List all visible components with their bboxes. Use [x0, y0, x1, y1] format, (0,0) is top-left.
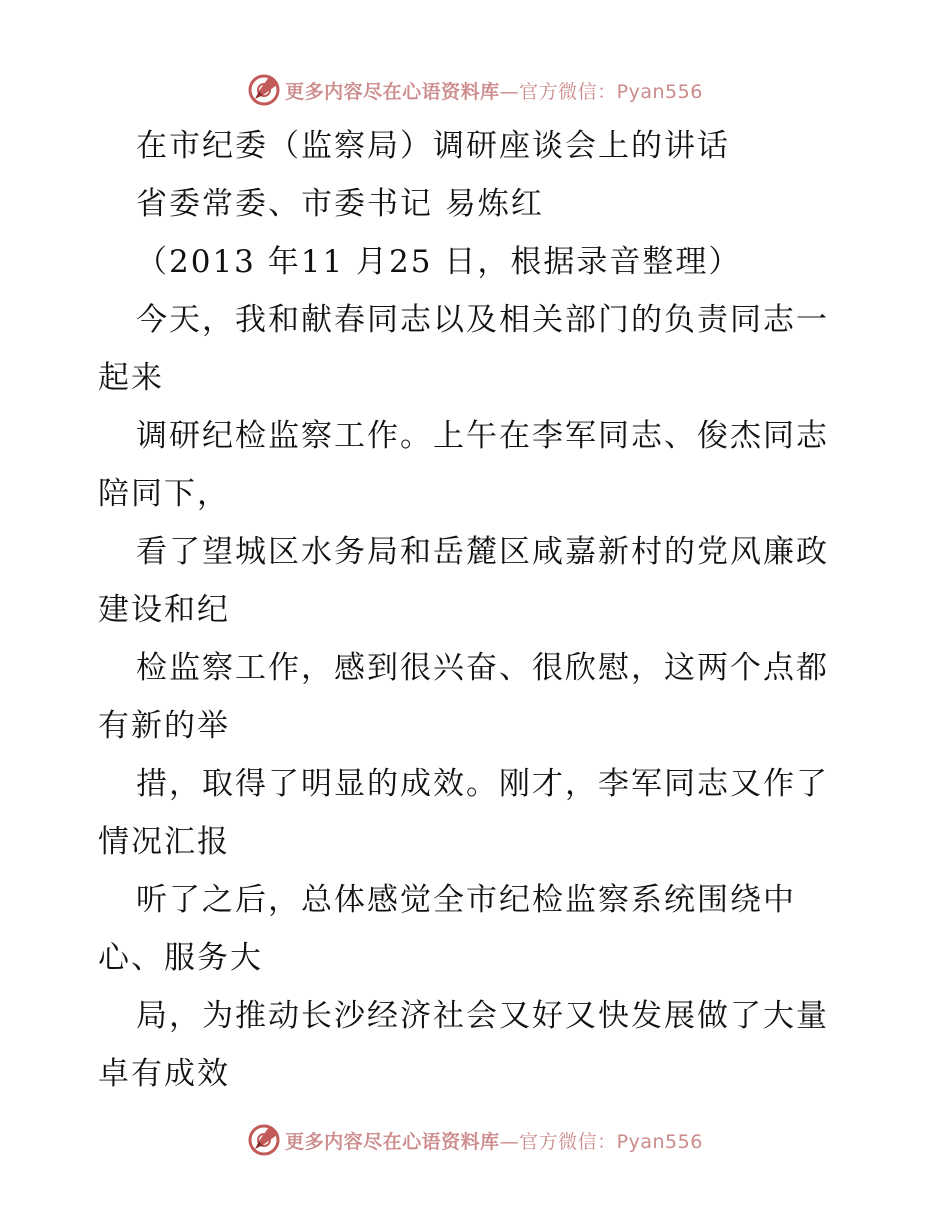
- paragraph-line: 情况汇报: [98, 824, 230, 860]
- paragraph-line: 心、服务大: [98, 940, 263, 976]
- paragraph-line: 卓有成效: [98, 1056, 230, 1092]
- header-banner: [0, 70, 950, 110]
- banner-sub-text: —官方微信：Pyan556: [499, 80, 703, 103]
- paragraph-line: 看了望城区水务局和岳麓区咸嘉新村的党风廉政: [136, 534, 829, 570]
- paragraph-line: 听了之后，总体感觉全市纪检监察系统围绕中: [136, 882, 796, 918]
- paragraph-line: 措，取得了明显的成效。刚才，李军同志又作了: [136, 766, 829, 802]
- banner-main-text: 更多内容尽在心语资料库: [285, 1130, 500, 1153]
- paragraph-line: 今天，我和献春同志以及相关部门的负责同志一: [136, 302, 829, 338]
- banner-main-text: 更多内容尽在心语资料库: [285, 80, 500, 103]
- doc-title: 在市纪委（监察局）调研座谈会上的讲话: [136, 128, 730, 164]
- paragraph-line: 建设和纪: [98, 592, 230, 628]
- paragraph-line: 陪同下，: [98, 476, 230, 512]
- doc-author: 省委常委、市委书记 易炼红: [136, 186, 544, 222]
- paragraph-line: 起来: [98, 360, 164, 396]
- banner-text: [285, 1127, 703, 1154]
- paragraph-line: 检监察工作，感到很兴奋、很欣慰，这两个点都: [136, 650, 829, 686]
- quill-logo-icon: [247, 1123, 281, 1157]
- paragraph-line: 有新的举: [98, 708, 230, 744]
- paragraph-line: 调研纪检监察工作。上午在李军同志、俊杰同志: [136, 418, 829, 454]
- banner-sub-text: —官方微信：Pyan556: [499, 1130, 703, 1153]
- paragraph-line: 局，为推动长沙经济社会又好又快发展做了大量: [136, 998, 829, 1034]
- banner-text: [285, 77, 703, 104]
- footer-banner: [0, 1120, 950, 1160]
- doc-date: （2013 年11 月25 日，根据录音整理）: [136, 244, 742, 280]
- quill-logo-icon: [247, 73, 281, 107]
- document-body: [98, 117, 858, 1103]
